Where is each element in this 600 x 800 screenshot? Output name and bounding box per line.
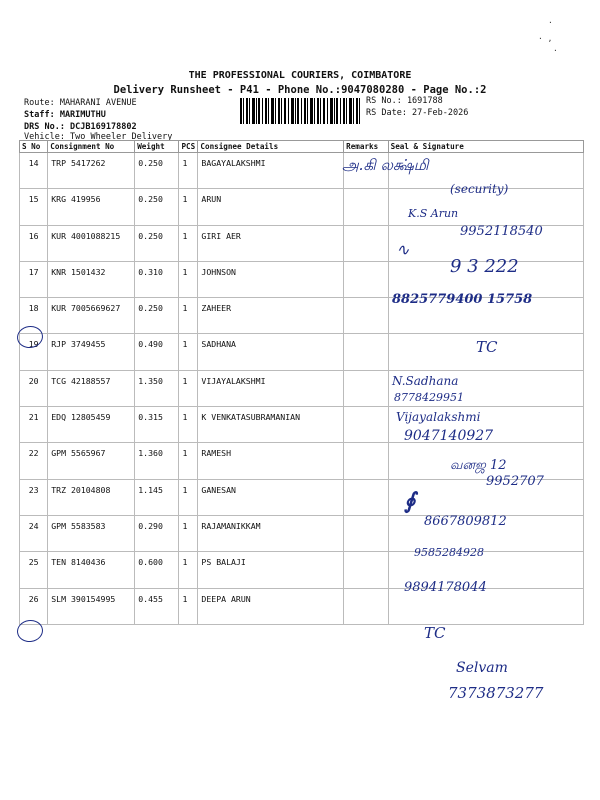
remarks-cell	[344, 370, 389, 406]
remarks-cell	[344, 443, 389, 479]
remarks-cell	[344, 588, 389, 624]
consignee-cell: BAGAYALAKSHMI	[198, 153, 344, 189]
rs-number: RS No.: 1691788	[366, 96, 443, 106]
pcs-cell: 1	[179, 298, 198, 334]
pcs-cell: 1	[179, 515, 198, 551]
col-consignee: Consignee Details	[198, 141, 344, 153]
consignment-cell: KNR 1501432	[48, 261, 135, 297]
consignee-cell: K VENKATASUBRAMANIAN	[198, 407, 344, 443]
remarks-cell	[344, 552, 389, 588]
consignment-cell: EDQ 12805459	[48, 407, 135, 443]
sno-cell: 15	[20, 189, 48, 225]
runsheet-title: Delivery Runsheet - P41 - Phone No.:9047080280 - Page No.:2	[113, 84, 487, 96]
consignment-cell: KUR 7005669627	[48, 298, 135, 334]
remarks-cell	[344, 298, 389, 334]
handwritten-phone: 9952118540	[460, 224, 543, 239]
weight-cell: 0.250	[135, 153, 179, 189]
handwritten-phone: 9894178044	[404, 580, 487, 595]
consignee-cell: GIRI AER	[198, 225, 344, 261]
pcs-cell: 1	[179, 443, 198, 479]
drs-number: DRS No.: DCJB169178802	[24, 122, 137, 132]
pcs-cell: 1	[179, 407, 198, 443]
sno-cell: 16	[20, 225, 48, 261]
handwritten-phone: 7373873277	[448, 684, 544, 702]
consignee-cell: VIJAYALAKSHMI	[198, 370, 344, 406]
col-consignment: Consignment No	[48, 141, 135, 153]
consignment-cell: GPM 5583583	[48, 515, 135, 551]
weight-cell: 0.250	[135, 189, 179, 225]
remarks-cell	[344, 334, 389, 370]
consignee-cell: RAMESH	[198, 443, 344, 479]
handwritten-signature: K.S Arun	[408, 207, 459, 220]
sno-cell: 25	[20, 552, 48, 588]
company-name: THE PROFESSIONAL COURIERS, COIMBATORE	[188, 70, 412, 81]
table-row	[20, 370, 584, 406]
weight-cell: 0.310	[135, 261, 179, 297]
consignment-cell: KUR 4001088215	[48, 225, 135, 261]
table-row	[20, 334, 584, 370]
handwritten-signature: ∮	[404, 488, 416, 514]
sno-cell: 19	[20, 334, 48, 370]
weight-cell: 0.250	[135, 225, 179, 261]
pcs-cell: 1	[179, 588, 198, 624]
sno-cell: 14	[20, 153, 48, 189]
remarks-cell	[344, 189, 389, 225]
staff-label: Staff: MARIMUTHU	[24, 110, 106, 120]
pcs-cell: 1	[179, 153, 198, 189]
consignment-cell: TRZ 20104808	[48, 479, 135, 515]
consignee-cell: SADHANA	[198, 334, 344, 370]
weight-cell: 0.490	[135, 334, 179, 370]
col-pcs: PCS	[179, 141, 198, 153]
weight-cell: 0.290	[135, 515, 179, 551]
weight-cell: 1.145	[135, 479, 179, 515]
consignee-cell: JOHNSON	[198, 261, 344, 297]
remarks-cell	[344, 479, 389, 515]
handwritten-phone: 8778429951	[394, 391, 464, 404]
handwritten-signature: அ.கி லக்ஷ்மி	[342, 156, 429, 174]
sno-cell: 22	[20, 443, 48, 479]
consignment-cell: RJP 3749455	[48, 334, 135, 370]
consignee-cell: ARUN	[198, 189, 344, 225]
handwritten-phone: 8825779400 15758	[392, 292, 533, 307]
handwritten-phone: 9047140927	[404, 428, 494, 444]
table-header-row	[20, 141, 584, 153]
handwritten-phone: 9 3 222	[450, 256, 519, 277]
pcs-cell: 1	[179, 370, 198, 406]
sno-cell: 20	[20, 370, 48, 406]
handwritten-signature: N.Sadhana	[392, 374, 459, 388]
consignee-cell: DEEPA ARUN	[198, 588, 344, 624]
consignee-cell: RAJAMANIKKAM	[198, 515, 344, 551]
handwritten-note: (security)	[450, 182, 509, 196]
scan-speck: ·	[553, 46, 558, 55]
handwritten-phone: 9952707	[486, 474, 544, 489]
table-row	[20, 407, 584, 443]
col-weight: Weight	[135, 141, 179, 153]
weight-cell: 0.250	[135, 298, 179, 334]
remarks-cell	[344, 407, 389, 443]
scan-speck: ·	[548, 18, 553, 27]
handwritten-signature: ∿	[396, 240, 410, 259]
consignee-cell: PS BALAJI	[198, 552, 344, 588]
sno-cell: 24	[20, 515, 48, 551]
sno-cell: 21	[20, 407, 48, 443]
table-row	[20, 588, 584, 624]
barcode	[240, 98, 360, 124]
consignment-cell: TEN 8140436	[48, 552, 135, 588]
vehicle-label: Vehicle: Two Wheeler Delivery	[24, 132, 173, 142]
pcs-cell: 1	[179, 261, 198, 297]
pcs-cell: 1	[179, 479, 198, 515]
consignment-cell: GPM 5565967	[48, 443, 135, 479]
col-signature: Seal & Signature	[388, 141, 583, 153]
col-remarks: Remarks	[344, 141, 389, 153]
rs-date: RS Date: 27-Feb-2026	[366, 108, 469, 118]
weight-cell: 0.600	[135, 552, 179, 588]
handwritten-mark: TC	[476, 338, 498, 356]
runsheet-table	[19, 140, 584, 625]
route-label: Route: MAHARANI AVENUE	[24, 98, 137, 108]
remarks-cell	[344, 515, 389, 551]
consignee-cell: GANESAN	[198, 479, 344, 515]
handwritten-phone: 9585284928	[414, 546, 484, 559]
pcs-cell: 1	[179, 334, 198, 370]
consignment-cell: TCG 42188557	[48, 370, 135, 406]
col-sno: S No	[20, 141, 48, 153]
sno-cell: 23	[20, 479, 48, 515]
handwritten-phone: 8667809812	[424, 514, 507, 529]
handwritten-mark: TC	[424, 624, 446, 642]
sno-cell: 17	[20, 261, 48, 297]
weight-cell: 1.350	[135, 370, 179, 406]
handwritten-signature: Vijayalakshmi	[396, 410, 481, 424]
weight-cell: 1.360	[135, 443, 179, 479]
pcs-cell: 1	[179, 552, 198, 588]
consignment-cell: KRG 419956	[48, 189, 135, 225]
table-row	[20, 552, 584, 588]
weight-cell: 0.315	[135, 407, 179, 443]
pcs-cell: 1	[179, 225, 198, 261]
handwritten-signature: வனஜ 12	[450, 458, 507, 473]
sno-cell: 18	[20, 298, 48, 334]
scan-speck: · ,	[538, 34, 553, 43]
consignment-cell: SLM 390154995	[48, 588, 135, 624]
pcs-cell: 1	[179, 189, 198, 225]
consignee-cell: ZAHEER	[198, 298, 344, 334]
consignment-cell: TRP 5417262	[48, 153, 135, 189]
remarks-cell	[344, 225, 389, 261]
handwritten-signature: Selvam	[456, 660, 508, 676]
remarks-cell	[344, 261, 389, 297]
weight-cell: 0.455	[135, 588, 179, 624]
sno-cell: 26	[20, 588, 48, 624]
